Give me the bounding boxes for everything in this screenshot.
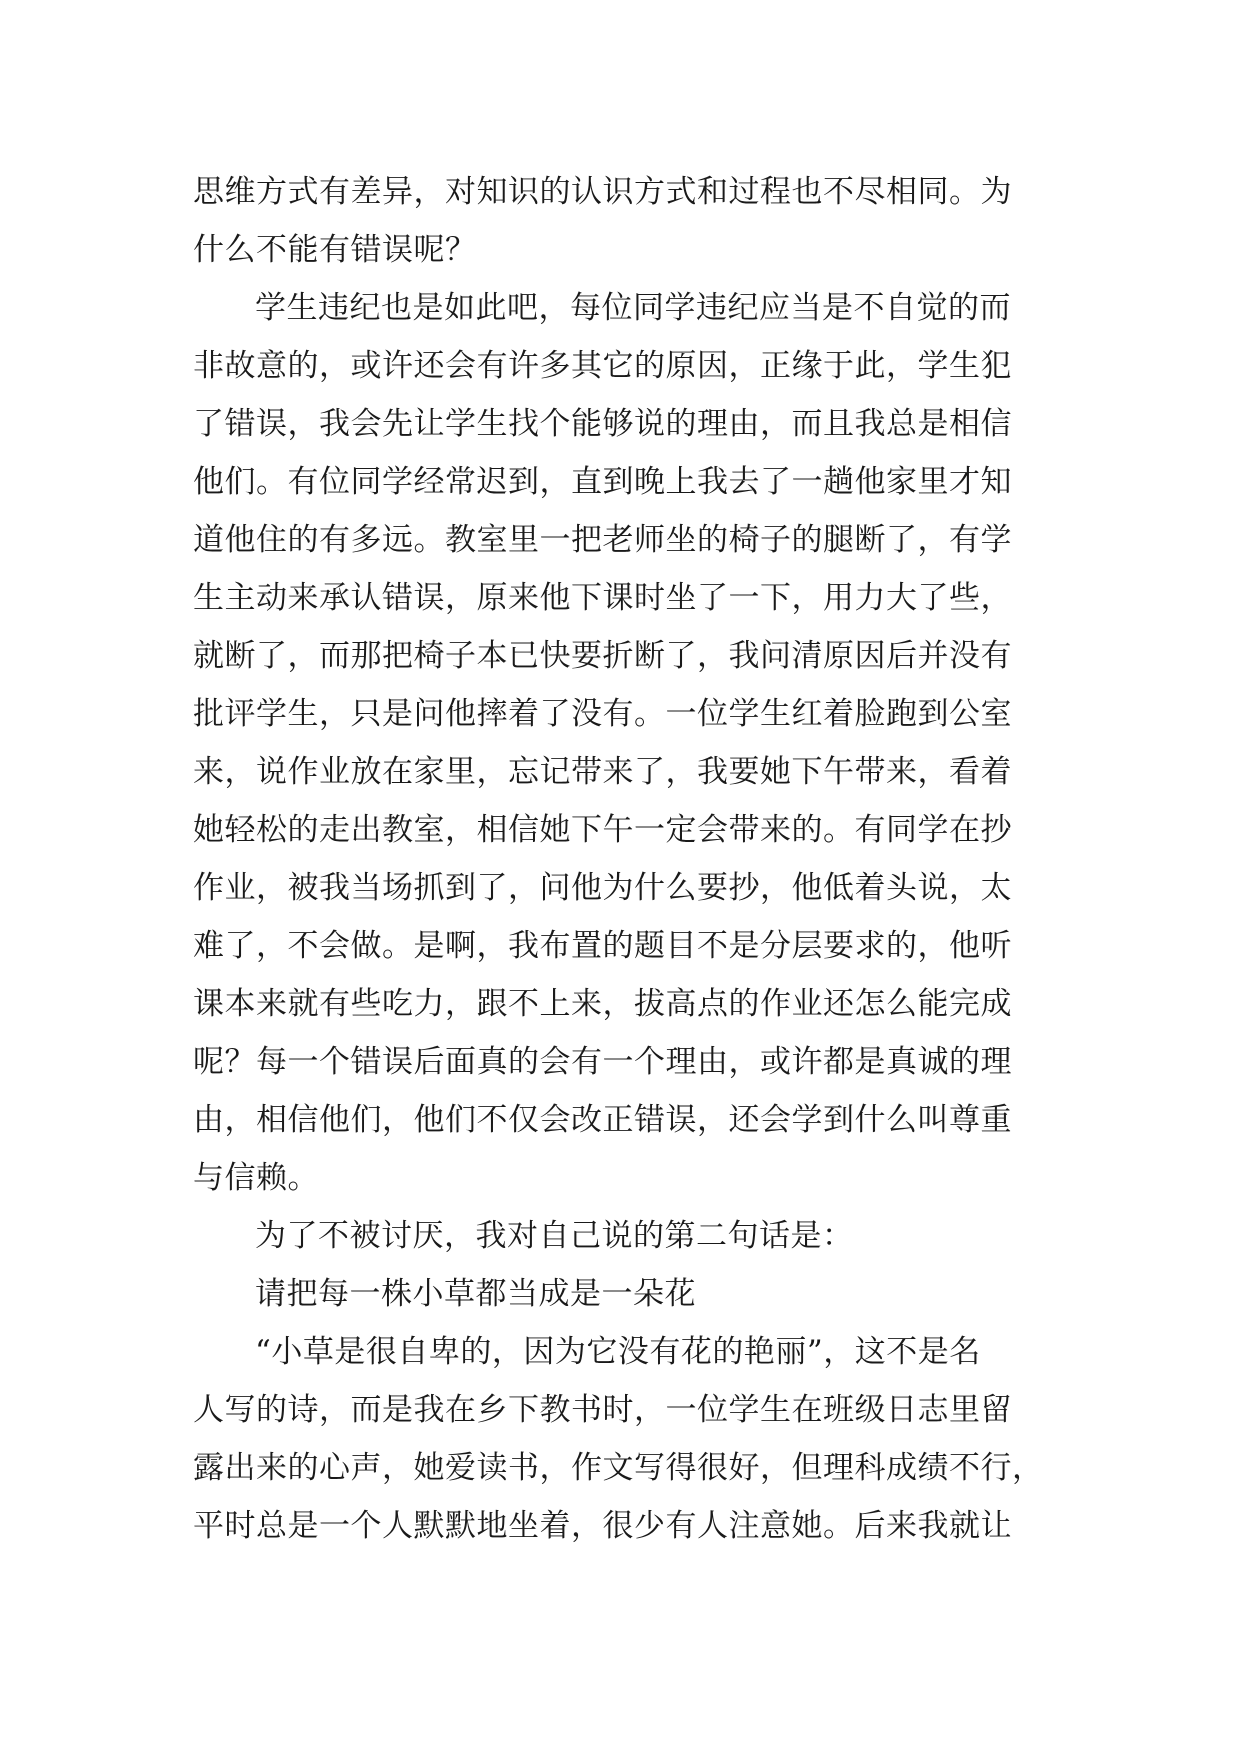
text-line: 与信赖。: [193, 1160, 319, 1196]
text-line: 她轻松的走出教室，相信她下午一定会带来的。有同学在抄: [193, 812, 1012, 848]
text-line: 生主动来承认错误，原来他下课时坐了一下，用力大了些，: [193, 580, 1012, 616]
text-line: 就断了，而那把椅子本已快要折断了，我问清原因后并没有: [193, 638, 1012, 674]
text-line: “小草是很自卑的，因为它没有花的艳丽”，这不是名: [255, 1334, 981, 1370]
text-line: 为了不被讨厌，我对自己说的第二句话是：: [255, 1218, 854, 1254]
text-line: 难了，不会做。是啊，我布置的题目不是分层要求的，他听: [193, 928, 1012, 964]
text-line: 呢？每一个错误后面真的会有一个理由，或许都是真诚的理: [193, 1044, 1012, 1080]
text-line: 人写的诗，而是我在乡下教书时，一位学生在班级日志里留: [193, 1392, 1012, 1428]
text-line: 请把每一株小草都当成是一朵花: [255, 1276, 696, 1312]
text-line: 了错误，我会先让学生找个能够说的理由，而且我总是相信: [193, 406, 1012, 442]
text-line: 课本来就有些吃力，跟不上来，拔高点的作业还怎么能完成: [193, 986, 1012, 1022]
text-line: 批评学生，只是问他摔着了没有。一位学生红着脸跑到公室: [193, 696, 1012, 732]
text-line: 来，说作业放在家里，忘记带来了，我要她下午带来，看着: [193, 754, 1012, 790]
text-line: 非故意的，或许还会有许多其它的原因，正缘于此，学生犯: [193, 348, 1012, 384]
text-line: 什么不能有错误呢？: [193, 232, 477, 268]
body-text: [193, 163, 1053, 1555]
text-line: 平时总是一个人默默地坐着，很少有人注意她。后来我就让: [193, 1508, 1012, 1544]
text-line: 他们。有位同学经常迟到，直到晚上我去了一趟他家里才知: [193, 464, 1012, 500]
text-line: 学生违纪也是如此吧，每位同学违纪应当是不自觉的而: [255, 290, 1011, 326]
text-line: 由，相信他们，他们不仅会改正错误，还会学到什么叫尊重: [193, 1102, 1012, 1138]
text-line: 露出来的心声，她爱读书，作文写得很好，但理科成绩不行，: [193, 1450, 1044, 1486]
text-line: 思维方式有差异，对知识的认识方式和过程也不尽相同。为: [193, 174, 1012, 210]
text-line: 作业，被我当场抓到了，问他为什么要抄，他低着头说，太: [193, 870, 1012, 906]
text-line: 道他住的有多远。教室里一把老师坐的椅子的腿断了，有学: [193, 522, 1012, 558]
